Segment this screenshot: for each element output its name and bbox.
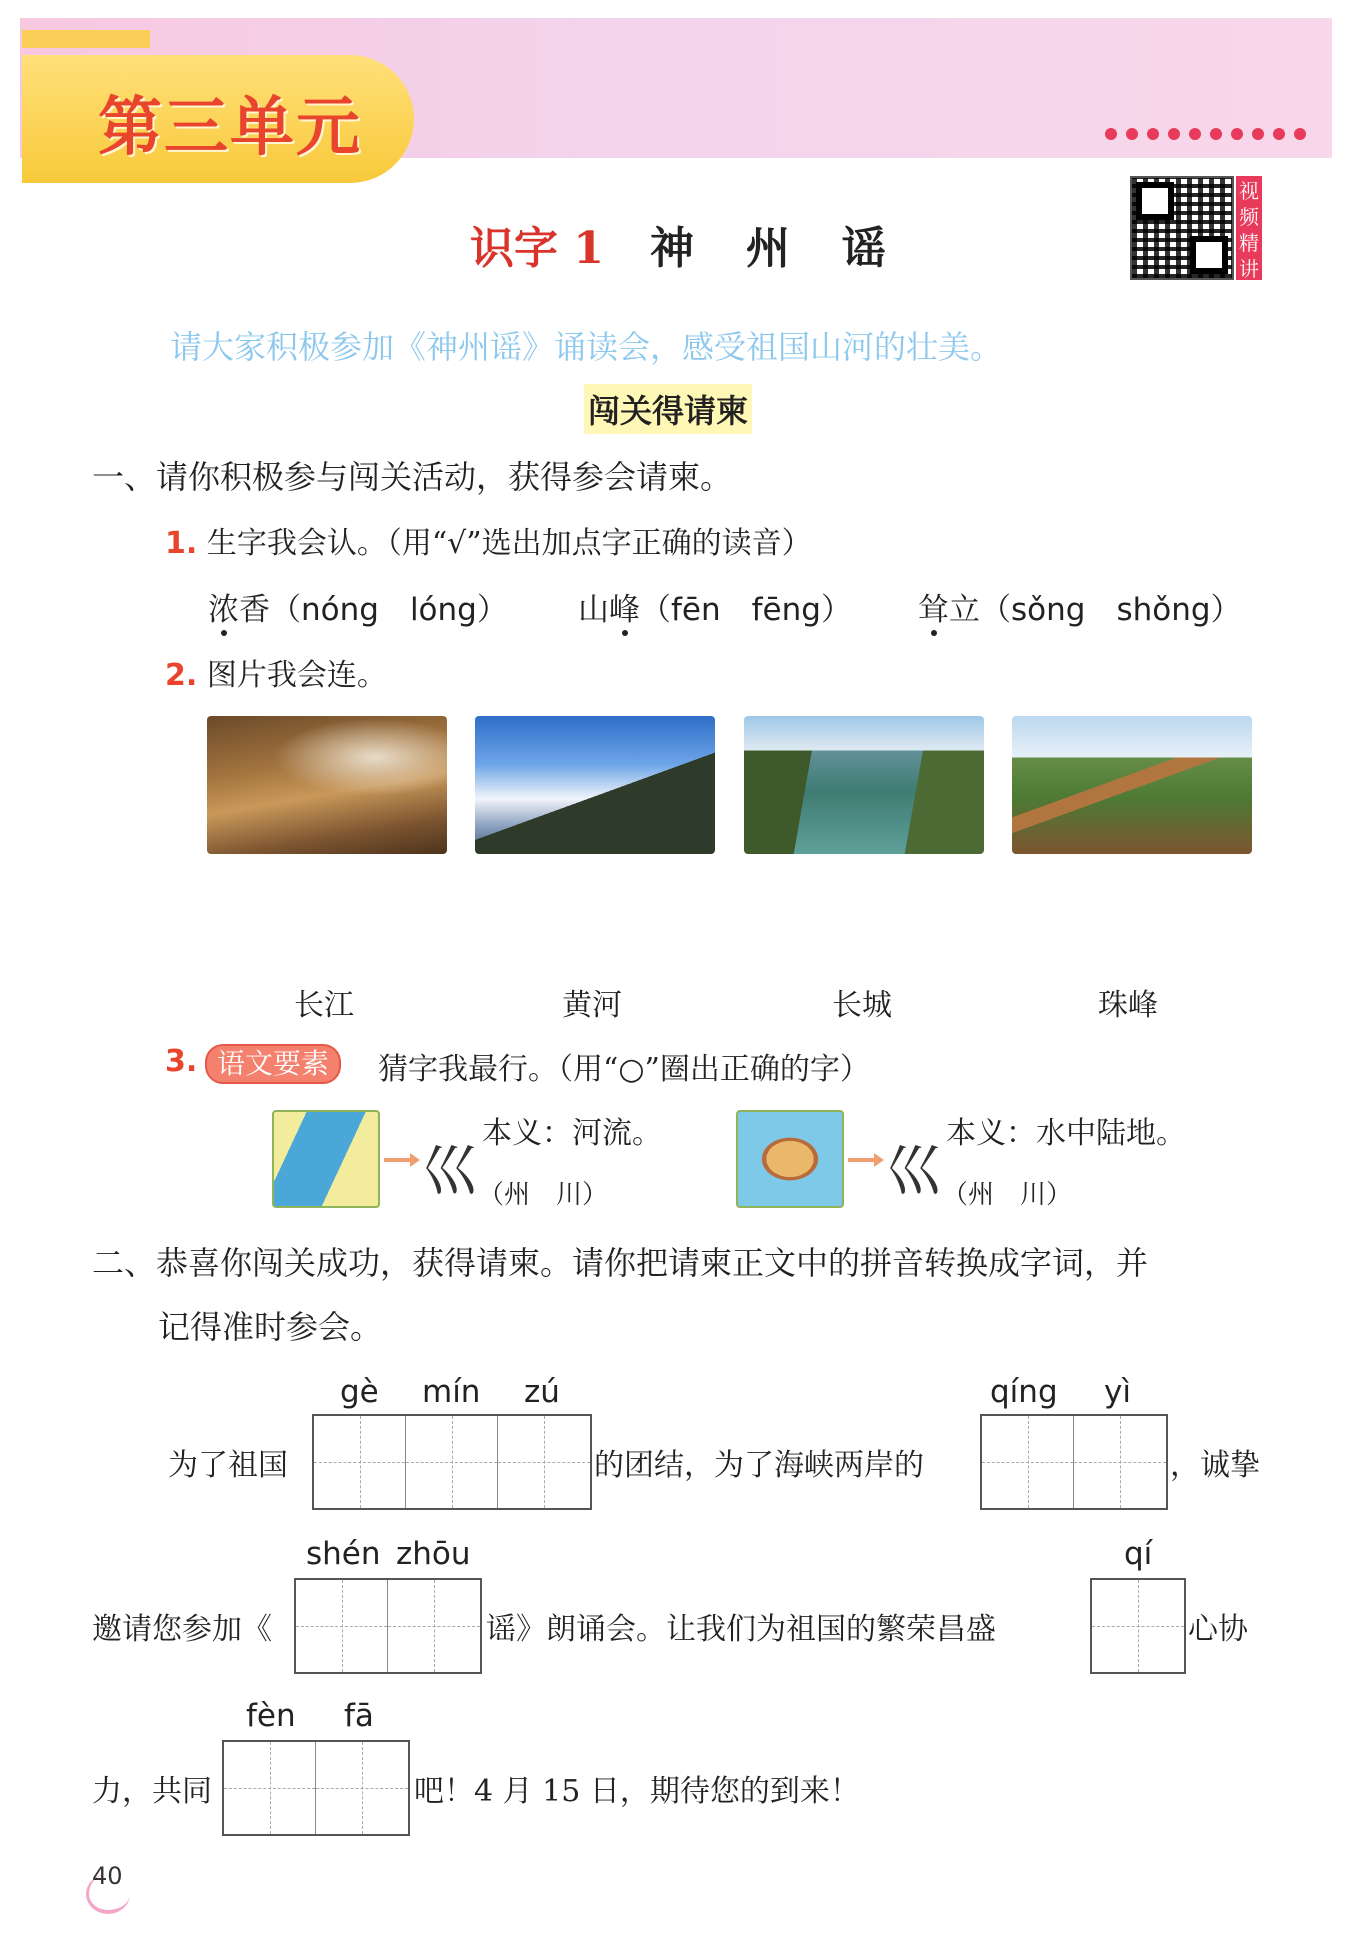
page-number: 40 [92,1862,123,1890]
pinyin: fā [344,1698,374,1734]
photo-yellow-river[interactable] [207,716,447,854]
q3-number: 3. [165,1044,198,1079]
place-label[interactable]: 长江 [294,988,354,1023]
lesson-title [470,212,938,276]
q1-item-2[interactable]: 山峰（fēn fēng） [578,592,852,628]
place-label[interactable]: 长城 [832,988,892,1023]
q1-item-2-dotted: 峰 [609,592,640,628]
decorative-dots [1105,128,1306,140]
pinyin: mín [422,1374,481,1410]
pinyin: zú [524,1374,560,1410]
place-label[interactable]: 黄河 [562,988,622,1023]
pinyin: qí [1124,1536,1153,1572]
q3-right-choices[interactable]: （州 川） [942,1180,1073,1210]
q1-item-3-options[interactable]: （sǒng shǒng） [980,592,1242,628]
line2-pre: 邀请您参加《 [92,1612,272,1647]
q1-text: 生字我会认。（用“√”选出加点字正确的读音） [206,526,812,561]
pinyin: shén [306,1536,381,1572]
pinyin: fèn [246,1698,296,1734]
pinyin: gè [340,1374,379,1410]
q1-item-3[interactable]: 耸立（sǒng shǒng） [918,592,1242,628]
photo-yangtze[interactable] [744,716,984,854]
lesson-name: 神州谣 [649,223,938,274]
unit-tab-accent [22,30,150,48]
pinyin: zhōu [396,1536,471,1572]
q1-item-1-options[interactable]: （nóng lóng） [270,592,508,628]
q3-right-meaning: 本义：水中陆地。 [946,1116,1186,1151]
line3-pre: 力，共同 [92,1774,212,1809]
arrow-icon [384,1158,412,1162]
q1 [165,518,812,562]
q2-number: 2. [165,658,198,693]
badge-yuwen-yaosu: 语文要素 [205,1044,341,1084]
line1-pre: 为了祖国 [168,1448,288,1483]
line3-post: 吧！4 月 15 日，期待您的到来！ [414,1774,860,1809]
q1-item-1[interactable]: 浓香（nóng lóng） [208,592,508,628]
ancient-chuan-glyph-icon: 巛 [420,1137,479,1205]
place-label[interactable]: 珠峰 [1098,988,1158,1023]
river-picture [272,1110,380,1208]
qr-code-icon[interactable] [1130,176,1234,280]
part1-heading: 一、请你积极参与闯关活动，获得参会请柬。 [92,458,733,496]
island-picture [736,1110,844,1208]
line2-post: 心协 [1188,1612,1248,1647]
pinyin: qíng [990,1374,1058,1410]
q3-text: 猜字我最行。（用“○”圈出正确的字） [378,1052,870,1087]
photo-great-wall[interactable] [1012,716,1252,854]
section-heading: 闯关得请柬 [584,384,752,434]
q2 [165,650,387,694]
q1-item-1-dotted: 浓 [208,592,239,628]
answer-box-fen-fa[interactable] [222,1740,410,1836]
pinyin: yì [1104,1374,1131,1410]
answer-box-ge-min-zu[interactable] [312,1414,592,1510]
q3-left-meaning: 本义：河流。 [482,1116,662,1151]
q1-number: 1. [165,526,198,561]
q2-text: 图片我会连。 [206,658,387,693]
answer-box-shen-zhou[interactable] [294,1578,482,1674]
q1-item-3-dotted: 耸 [918,592,949,628]
unit-title: 第三单元 [98,91,362,165]
lesson-tag: 识字 1 [470,223,604,274]
q3-left-choices[interactable]: （州 川） [478,1180,609,1210]
qr-label[interactable]: 视频精讲 [1236,176,1262,280]
ancient-zhou-glyph-icon: 巛 [884,1137,943,1205]
part2-heading-line1: 二、恭喜你闯关成功，获得请柬。请你把请柬正文中的拼音转换成字词，并 [92,1244,1149,1282]
lesson-intro: 请大家积极参加《神州谣》诵读会，感受祖国山河的壮美。 [170,328,1003,366]
arrow-icon [848,1158,876,1162]
q1-item-2-options[interactable]: （fēn fēng） [640,592,852,628]
photo-everest[interactable] [475,716,715,854]
line2-mid: 谣》朗诵会。让我们为祖国的繁荣昌盛 [486,1612,996,1647]
part2-heading-line2: 记得准时参会。 [158,1308,383,1346]
line1-post: ，诚挚 [1170,1448,1260,1483]
line1-mid: 的团结，为了海峡两岸的 [594,1448,924,1483]
answer-box-qi[interactable] [1090,1578,1186,1674]
q3-number-wrap [165,1044,197,1079]
answer-box-qing-yi[interactable] [980,1414,1168,1510]
